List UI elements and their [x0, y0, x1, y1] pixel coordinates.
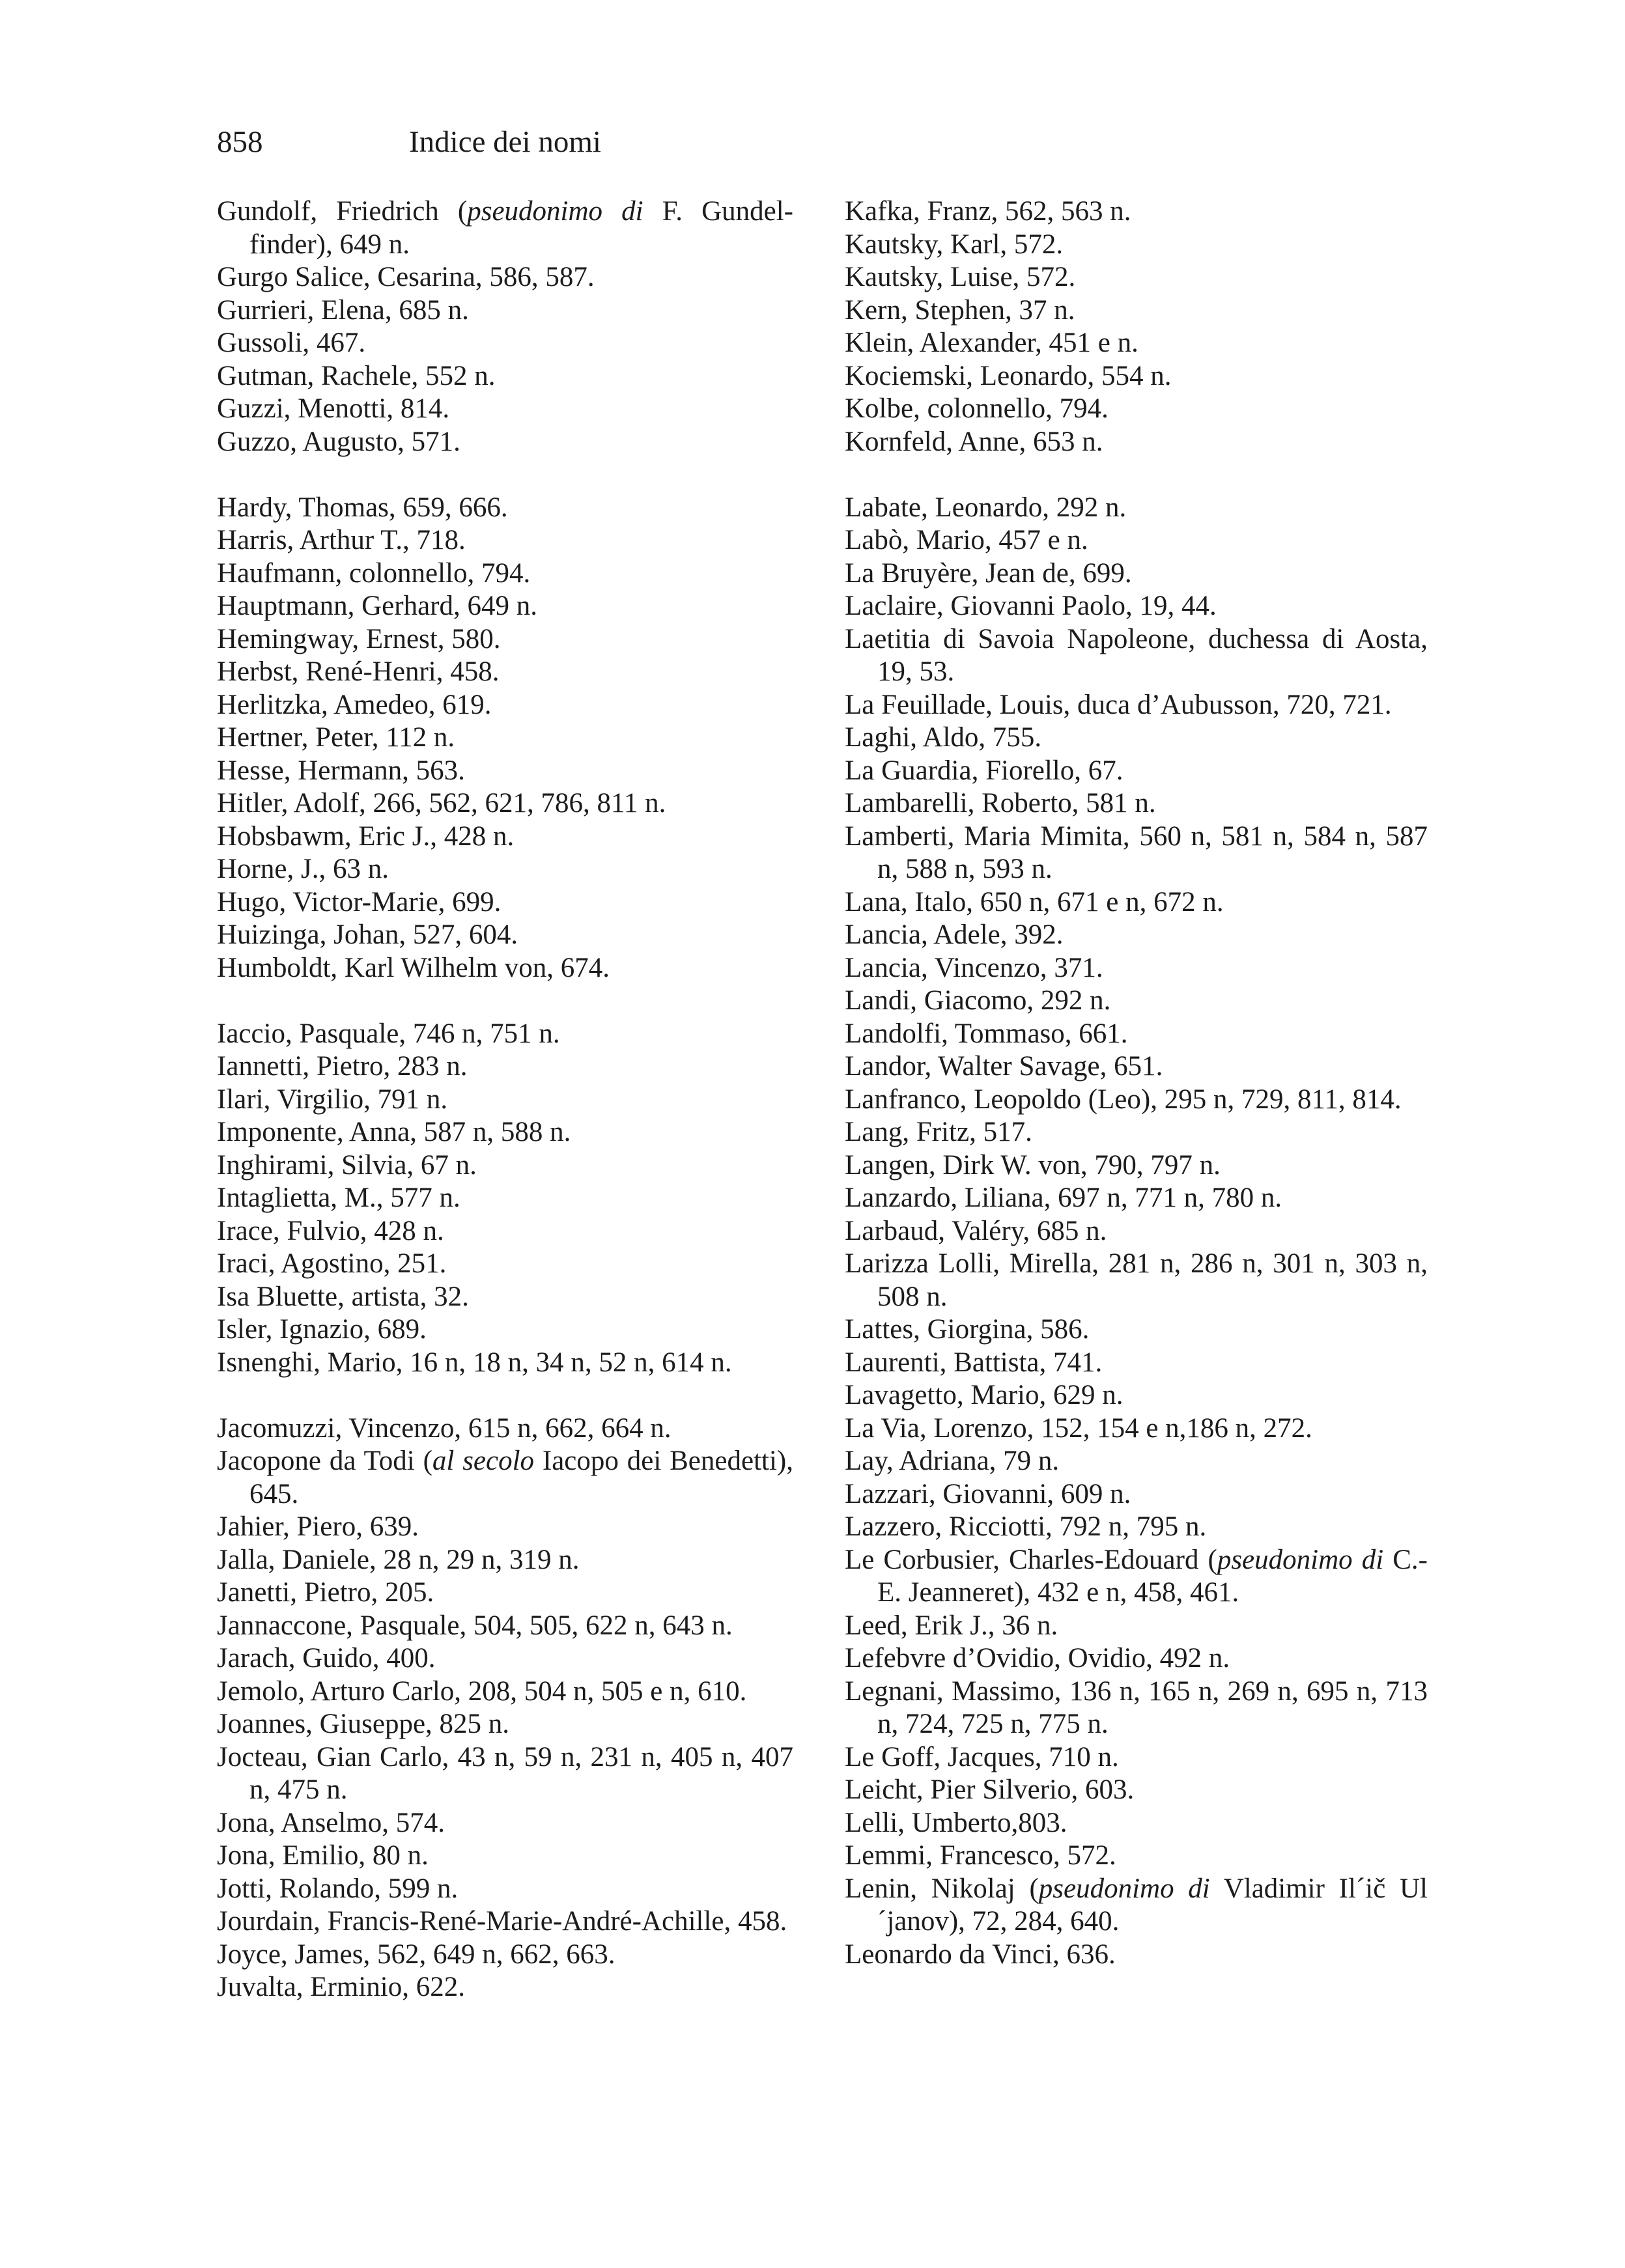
index-entry: Ilari, Virgilio, 791 n. [217, 1084, 448, 1115]
index-entry: Lanzardo, Liliana, 697 n, 771 n, 780 n. [845, 1183, 1282, 1213]
index-entry: Intaglietta, M., 577 n. [217, 1183, 460, 1213]
index-entry: Harris, Arthur T., 718. [217, 525, 466, 555]
index-entry: Larbaud, Valéry, 685 n. [845, 1215, 1107, 1246]
index-entry: Kolbe, colonnello, 794. [845, 393, 1109, 424]
index-entry: Le Goff, Jacques, 710 n. [845, 1741, 1119, 1772]
index-entry: Lamberti, Maria Mimita, 560 n, 581 n, 584 n, 587 n, 588 n, 593 n. [845, 820, 1428, 884]
index-entry: Gutman, Rachele, 552 n. [217, 360, 496, 391]
index-entry: Landi, Giacomo, 292 n. [845, 985, 1111, 1016]
index-entry: Janetti, Pietro, 205. [217, 1577, 434, 1608]
index-entry: Leicht, Pier Silverio, 603. [845, 1774, 1135, 1805]
index-entry: Gussoli, 467. [217, 328, 366, 358]
index-entry [217, 1445, 793, 1511]
index-entry: Legnani, Massimo, 136 n, 165 n, 269 n, 695 n, 713 n, 724, 725 n, 775 n. [845, 1675, 1428, 1739]
index-entry: Lemmi, Francesco, 572. [845, 1840, 1116, 1871]
entry-text: F. Gundelfinder), 649 n. [249, 196, 793, 260]
section-gap [217, 985, 793, 1018]
index-entry [845, 1873, 1428, 1939]
index-entry: La Feuillade, Louis, duca d’Aubusson, 720, 721. [845, 689, 1392, 720]
index-entry: Larizza Lolli, Mirella, 281 n, 286 n, 301 n, 303 n, 508 n. [845, 1248, 1428, 1312]
index-entry: Inghirami, Silvia, 67 n. [217, 1149, 477, 1181]
index-entry: Jarach, Guido, 400. [217, 1643, 436, 1673]
entry-italic: pseudonimo di [1217, 1544, 1384, 1575]
index-entry: Horne, J., 63 n. [217, 854, 389, 884]
index-entry [845, 1544, 1428, 1610]
index-entry: La Bruyère, Jean de, 699. [845, 557, 1132, 589]
index-entry: Jacomuzzi, Vincenzo, 615 n, 662, 664 n. [217, 1412, 671, 1444]
index-column-right [845, 195, 1428, 1971]
index-entry: Joannes, Giuseppe, 825 n. [217, 1709, 510, 1739]
index-entry: Leed, Erik J., 36 n. [845, 1610, 1058, 1641]
index-entry: Jemolo, Arturo Carlo, 208, 504 n, 505 e n, 610. [217, 1675, 747, 1707]
index-entry: Laetitia di Savoia Napoleone, duchessa di Aosta, 19, 53. [845, 623, 1428, 687]
index-entry: Lang, Fritz, 517. [845, 1117, 1032, 1147]
index-entry: Guzzi, Menotti, 814. [217, 393, 450, 424]
entry-italic: pseudonimo di [467, 196, 643, 227]
index-entry: Hemingway, Ernest, 580. [217, 623, 501, 654]
index-entry: La Via, Lorenzo, 152, 154 e n,186 n, 272. [845, 1412, 1312, 1444]
index-entry: Kautsky, Karl, 572. [845, 229, 1064, 260]
entry-italic: al secolo [432, 1446, 535, 1476]
entry-italic: pseudonimo di [1038, 1873, 1210, 1904]
index-entry: Isa Bluette, artista, 32. [217, 1281, 469, 1312]
index-entry: Lavagetto, Mario, 629 n. [845, 1380, 1123, 1410]
index-entry: La Guardia, Fiorello, 67. [845, 755, 1123, 786]
index-entry: Hobsbawm, Eric J., 428 n. [217, 820, 515, 852]
index-entry: Labò, Mario, 457 e n. [845, 525, 1088, 555]
index-entry: Imponente, Anna, 587 n, 588 n. [217, 1117, 571, 1147]
index-entry: Gurrieri, Elena, 685 n. [217, 294, 469, 326]
index-entry: Juvalta, Erminio, 622. [217, 1972, 465, 2002]
index-entry: Laurenti, Battista, 741. [845, 1347, 1103, 1378]
index-entry: Lattes, Giorgina, 586. [845, 1314, 1090, 1345]
index-entry: Kafka, Franz, 562, 563 n. [845, 196, 1131, 227]
index-column-left [217, 195, 793, 2004]
index-entry: Herlitzka, Amedeo, 619. [217, 689, 492, 720]
index-entry: Kautsky, Luise, 572. [845, 262, 1076, 292]
index-entry: Hardy, Thomas, 659, 666. [217, 492, 508, 523]
index-entry: Kern, Stephen, 37 n. [845, 294, 1075, 326]
section-gap [845, 458, 1428, 492]
index-entry: Joyce, James, 562, 649 n, 662, 663. [217, 1939, 615, 1970]
index-entry [217, 195, 793, 261]
entry-text: Vladimir Il´ič Ul´janov), 72, 284, 640. [877, 1873, 1428, 1937]
index-entry: Huizinga, Johan, 527, 604. [217, 919, 518, 950]
index-entry: Lelli, Umberto,803. [845, 1807, 1067, 1838]
running-title: Indice dei nomi [409, 125, 601, 159]
index-entry: Iaccio, Pasquale, 746 n, 751 n. [217, 1018, 560, 1049]
entry-text: Gundolf, Friedrich ( [217, 196, 468, 227]
page-header [217, 122, 601, 161]
entry-text: Le Corbusier, Charles-Edouard ( [845, 1544, 1217, 1575]
page-number: 858 [217, 125, 263, 159]
index-entry: Lana, Italo, 650 n, 671 e n, 672 n. [845, 886, 1224, 917]
index-entry: Lancia, Adele, 392. [845, 919, 1064, 950]
index-entry: Guzzo, Augusto, 571. [217, 426, 460, 457]
index-entry: Hitler, Adolf, 266, 562, 621, 786, 811 n. [217, 788, 666, 819]
index-entry: Lanfranco, Leopoldo (Leo), 295 n, 729, 811, 814. [845, 1084, 1402, 1115]
index-entry: Isler, Ignazio, 689. [217, 1314, 427, 1345]
index-entry: Leonardo da Vinci, 636. [845, 1939, 1116, 1970]
index-entry: Lambarelli, Roberto, 581 n. [845, 788, 1156, 819]
index-entry: Gurgo Salice, Cesarina, 586, 587. [217, 262, 595, 292]
entry-text: Iacopo dei Benedetti), 645. [249, 1446, 793, 1509]
index-entry: Lefebvre d’Ovidio, Ovidio, 492 n. [845, 1643, 1230, 1673]
index-entry: Laclaire, Giovanni Paolo, 19, 44. [845, 591, 1217, 621]
index-entry: Kociemski, Leonardo, 554 n. [845, 360, 1172, 391]
index-entry: Lazzero, Ricciotti, 792 n, 795 n. [845, 1511, 1207, 1542]
index-entry: Hertner, Peter, 112 n. [217, 722, 455, 753]
section-gap [217, 458, 793, 492]
index-entry: Jahier, Piero, 639. [217, 1511, 419, 1542]
index-entry: Irace, Fulvio, 428 n. [217, 1215, 444, 1246]
index-entry: Landolfi, Tommaso, 661. [845, 1018, 1128, 1049]
index-entry: Jona, Anselmo, 574. [217, 1807, 445, 1838]
index-entry: Landor, Walter Savage, 651. [845, 1051, 1163, 1082]
index-entry: Isnenghi, Mario, 16 n, 18 n, 34 n, 52 n, 614 n. [217, 1347, 732, 1378]
index-entry: Jourdain, Francis-René-Marie-André-Achille, 458. [217, 1906, 787, 1937]
index-entry: Labate, Leonardo, 292 n. [845, 492, 1127, 523]
index-entry: Klein, Alexander, 451 e n. [845, 328, 1138, 358]
index-entry: Jocteau, Gian Carlo, 43 n, 59 n, 231 n, 405 n, 407 n, 475 n. [217, 1741, 793, 1805]
index-entry: Humboldt, Karl Wilhelm von, 674. [217, 952, 610, 983]
index-entry: Iannetti, Pietro, 283 n. [217, 1051, 468, 1082]
index-entry: Hauptmann, Gerhard, 649 n. [217, 591, 537, 621]
index-entry: Jannaccone, Pasquale, 504, 505, 622 n, 643 n. [217, 1610, 733, 1641]
index-entry: Jotti, Rolando, 599 n. [217, 1873, 459, 1904]
index-entry: Haufmann, colonnello, 794. [217, 557, 531, 589]
index-entry: Lazzari, Giovanni, 609 n. [845, 1478, 1131, 1509]
index-entry: Jalla, Daniele, 28 n, 29 n, 319 n. [217, 1544, 580, 1575]
index-entry: Iraci, Agostino, 251. [217, 1248, 447, 1279]
entry-text: Jacopone da Todi ( [217, 1446, 432, 1476]
section-gap [217, 1379, 793, 1412]
entry-text: Lenin, Nikolaj ( [845, 1873, 1039, 1904]
index-entry: Hugo, Victor-Marie, 699. [217, 886, 502, 917]
index-entry: Langen, Dirk W. von, 790, 797 n. [845, 1149, 1221, 1181]
index-entry: Kornfeld, Anne, 653 n. [845, 426, 1103, 457]
index-entry: Laghi, Aldo, 755. [845, 722, 1042, 753]
index-entry: Jona, Emilio, 80 n. [217, 1840, 429, 1871]
index-entry: Lancia, Vincenzo, 371. [845, 952, 1103, 983]
index-entry: Lay, Adriana, 79 n. [845, 1446, 1060, 1476]
index-entry: Herbst, René-Henri, 458. [217, 656, 500, 687]
entry-text: C.-E. Jeanneret), 432 e n, 458, 461. [877, 1544, 1428, 1608]
index-entry: Hesse, Hermann, 563. [217, 755, 465, 786]
